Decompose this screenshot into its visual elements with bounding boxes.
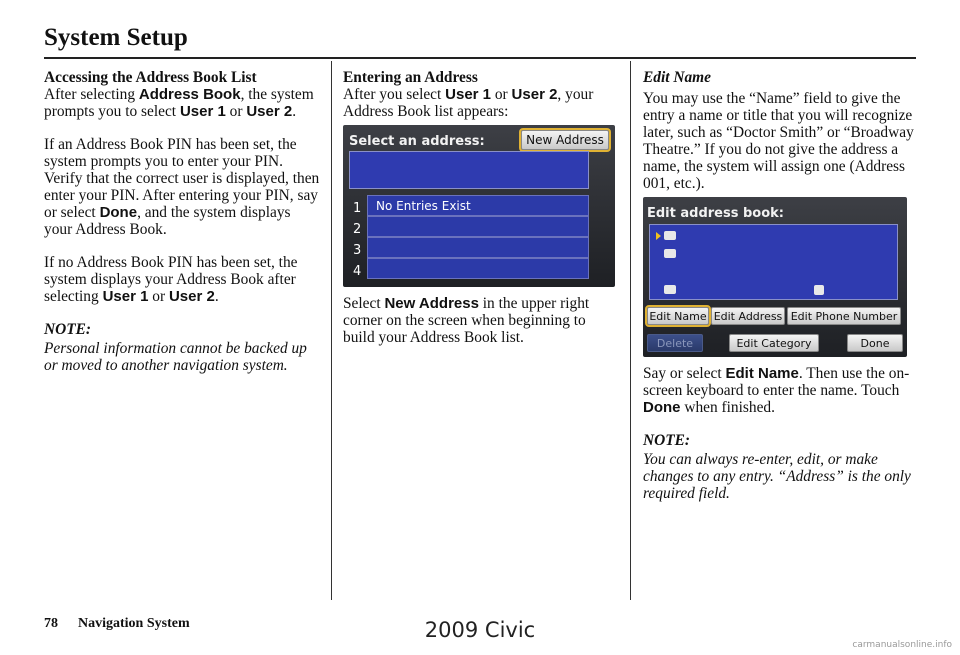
text-run: . Then use the on-screen keyboard to enter the name. Touch — [643, 365, 910, 399]
paragraph — [343, 295, 619, 346]
new-address-button[interactable]: New Address — [521, 130, 609, 150]
text-run: Select — [343, 295, 385, 312]
column-2 — [343, 69, 619, 346]
address-header-field — [349, 151, 589, 189]
edit-address-book-screen — [643, 197, 907, 357]
select-address-screen — [343, 125, 615, 287]
paragraph — [44, 254, 320, 305]
edit-name-button[interactable]: Edit Name — [647, 307, 709, 325]
screen-title: Edit address book: — [647, 206, 785, 221]
paragraph — [343, 86, 619, 120]
text-run: when finished. — [680, 399, 775, 416]
column-1 — [44, 69, 320, 374]
section-heading: Edit Name — [643, 69, 711, 86]
row-number: 2 — [353, 222, 362, 237]
ui-term: User 1 — [445, 86, 492, 103]
text-run: . — [214, 288, 219, 305]
note-label: NOTE: — [643, 432, 691, 449]
paragraph — [643, 90, 921, 192]
column-3 — [643, 69, 921, 502]
column-divider — [331, 61, 332, 600]
name-icon — [664, 231, 676, 240]
text-run: After selecting — [44, 86, 139, 103]
address-row[interactable] — [367, 237, 589, 258]
selection-arrow-icon — [656, 232, 661, 240]
watermark: 2009 Civic — [424, 618, 536, 642]
text-run: , the system prompts you to select — [44, 86, 314, 120]
text-run: or — [148, 288, 169, 305]
done-button[interactable]: Done — [847, 334, 903, 352]
entry-detail-panel — [649, 224, 898, 300]
row-number: 3 — [353, 243, 362, 258]
text-run: Say or select — [643, 365, 726, 382]
page-title: System Setup — [44, 24, 188, 51]
edit-address-button[interactable]: Edit Address — [711, 307, 785, 325]
text-run: in the upper right corner on the screen when beginning to build your Address Book list. — [343, 295, 590, 346]
paragraph — [44, 86, 320, 120]
note-label: NOTE: — [44, 321, 92, 338]
ui-term: User 2 — [511, 86, 558, 103]
text-run: , your Address Book list appears: — [343, 86, 594, 120]
section-heading: Accessing the Address Book List — [44, 69, 257, 86]
row-number: 4 — [353, 264, 362, 279]
text-run: You may use the “Name” field to give the entry a name or title that you will recognize later, such as “Doctor Smith” or “Broadway Theatre.” If you do not give the address a name, the system will assign one (Address 001, etc.). — [643, 90, 914, 192]
paragraph — [643, 365, 921, 416]
ui-term: Address Book — [138, 86, 241, 103]
ui-term: User 2 — [246, 103, 293, 120]
category-icon — [814, 285, 824, 295]
edit-phone-number-button[interactable]: Edit Phone Number — [787, 307, 901, 325]
text-run: After you select — [343, 86, 446, 103]
text-run: . — [292, 103, 297, 120]
header-rule — [44, 57, 916, 59]
address-row[interactable]: No Entries Exist — [367, 195, 589, 216]
text-run: or — [491, 86, 512, 103]
footer-section: Navigation System — [78, 616, 190, 631]
text-run: If an Address Book PIN has been set, the system prompts you to enter your PIN. Verify that the correct user is displayed, then enter your PIN. After entering your PIN, say or select — [44, 136, 320, 221]
address-icon — [664, 249, 676, 258]
ui-term: User 2 — [168, 288, 215, 305]
page-number: 78 — [44, 616, 58, 631]
section-heading: Entering an Address — [343, 69, 478, 86]
ui-term: Done — [643, 399, 681, 416]
text-run: If no Address Book PIN has been set, the system displays your Address Book after selecting — [44, 254, 298, 305]
ui-term: Edit Name — [725, 365, 799, 382]
text-run: or — [225, 103, 247, 120]
site-watermark: carmanualsonline.info — [852, 640, 952, 650]
address-row[interactable] — [367, 258, 589, 279]
text-run: , and the system displays your Address Book. — [44, 204, 291, 238]
paragraph — [44, 136, 320, 238]
ui-term: User 1 — [102, 288, 149, 305]
screen-title: Select an address: — [349, 134, 485, 149]
column-divider — [630, 61, 631, 600]
address-row[interactable] — [367, 216, 589, 237]
ui-term: New Address — [384, 295, 479, 312]
delete-button[interactable]: Delete — [647, 334, 703, 352]
row-number: 1 — [353, 201, 362, 216]
ui-term: User 1 — [179, 103, 226, 120]
ui-term: Done — [99, 204, 138, 221]
note-text: You can always re-enter, edit, or make changes to any entry. “Address” is the only required field. — [643, 451, 911, 502]
phone-icon — [664, 285, 676, 294]
note-text: Personal information cannot be backed up or moved to another navigation system. — [44, 340, 307, 374]
edit-category-button[interactable]: Edit Category — [729, 334, 819, 352]
